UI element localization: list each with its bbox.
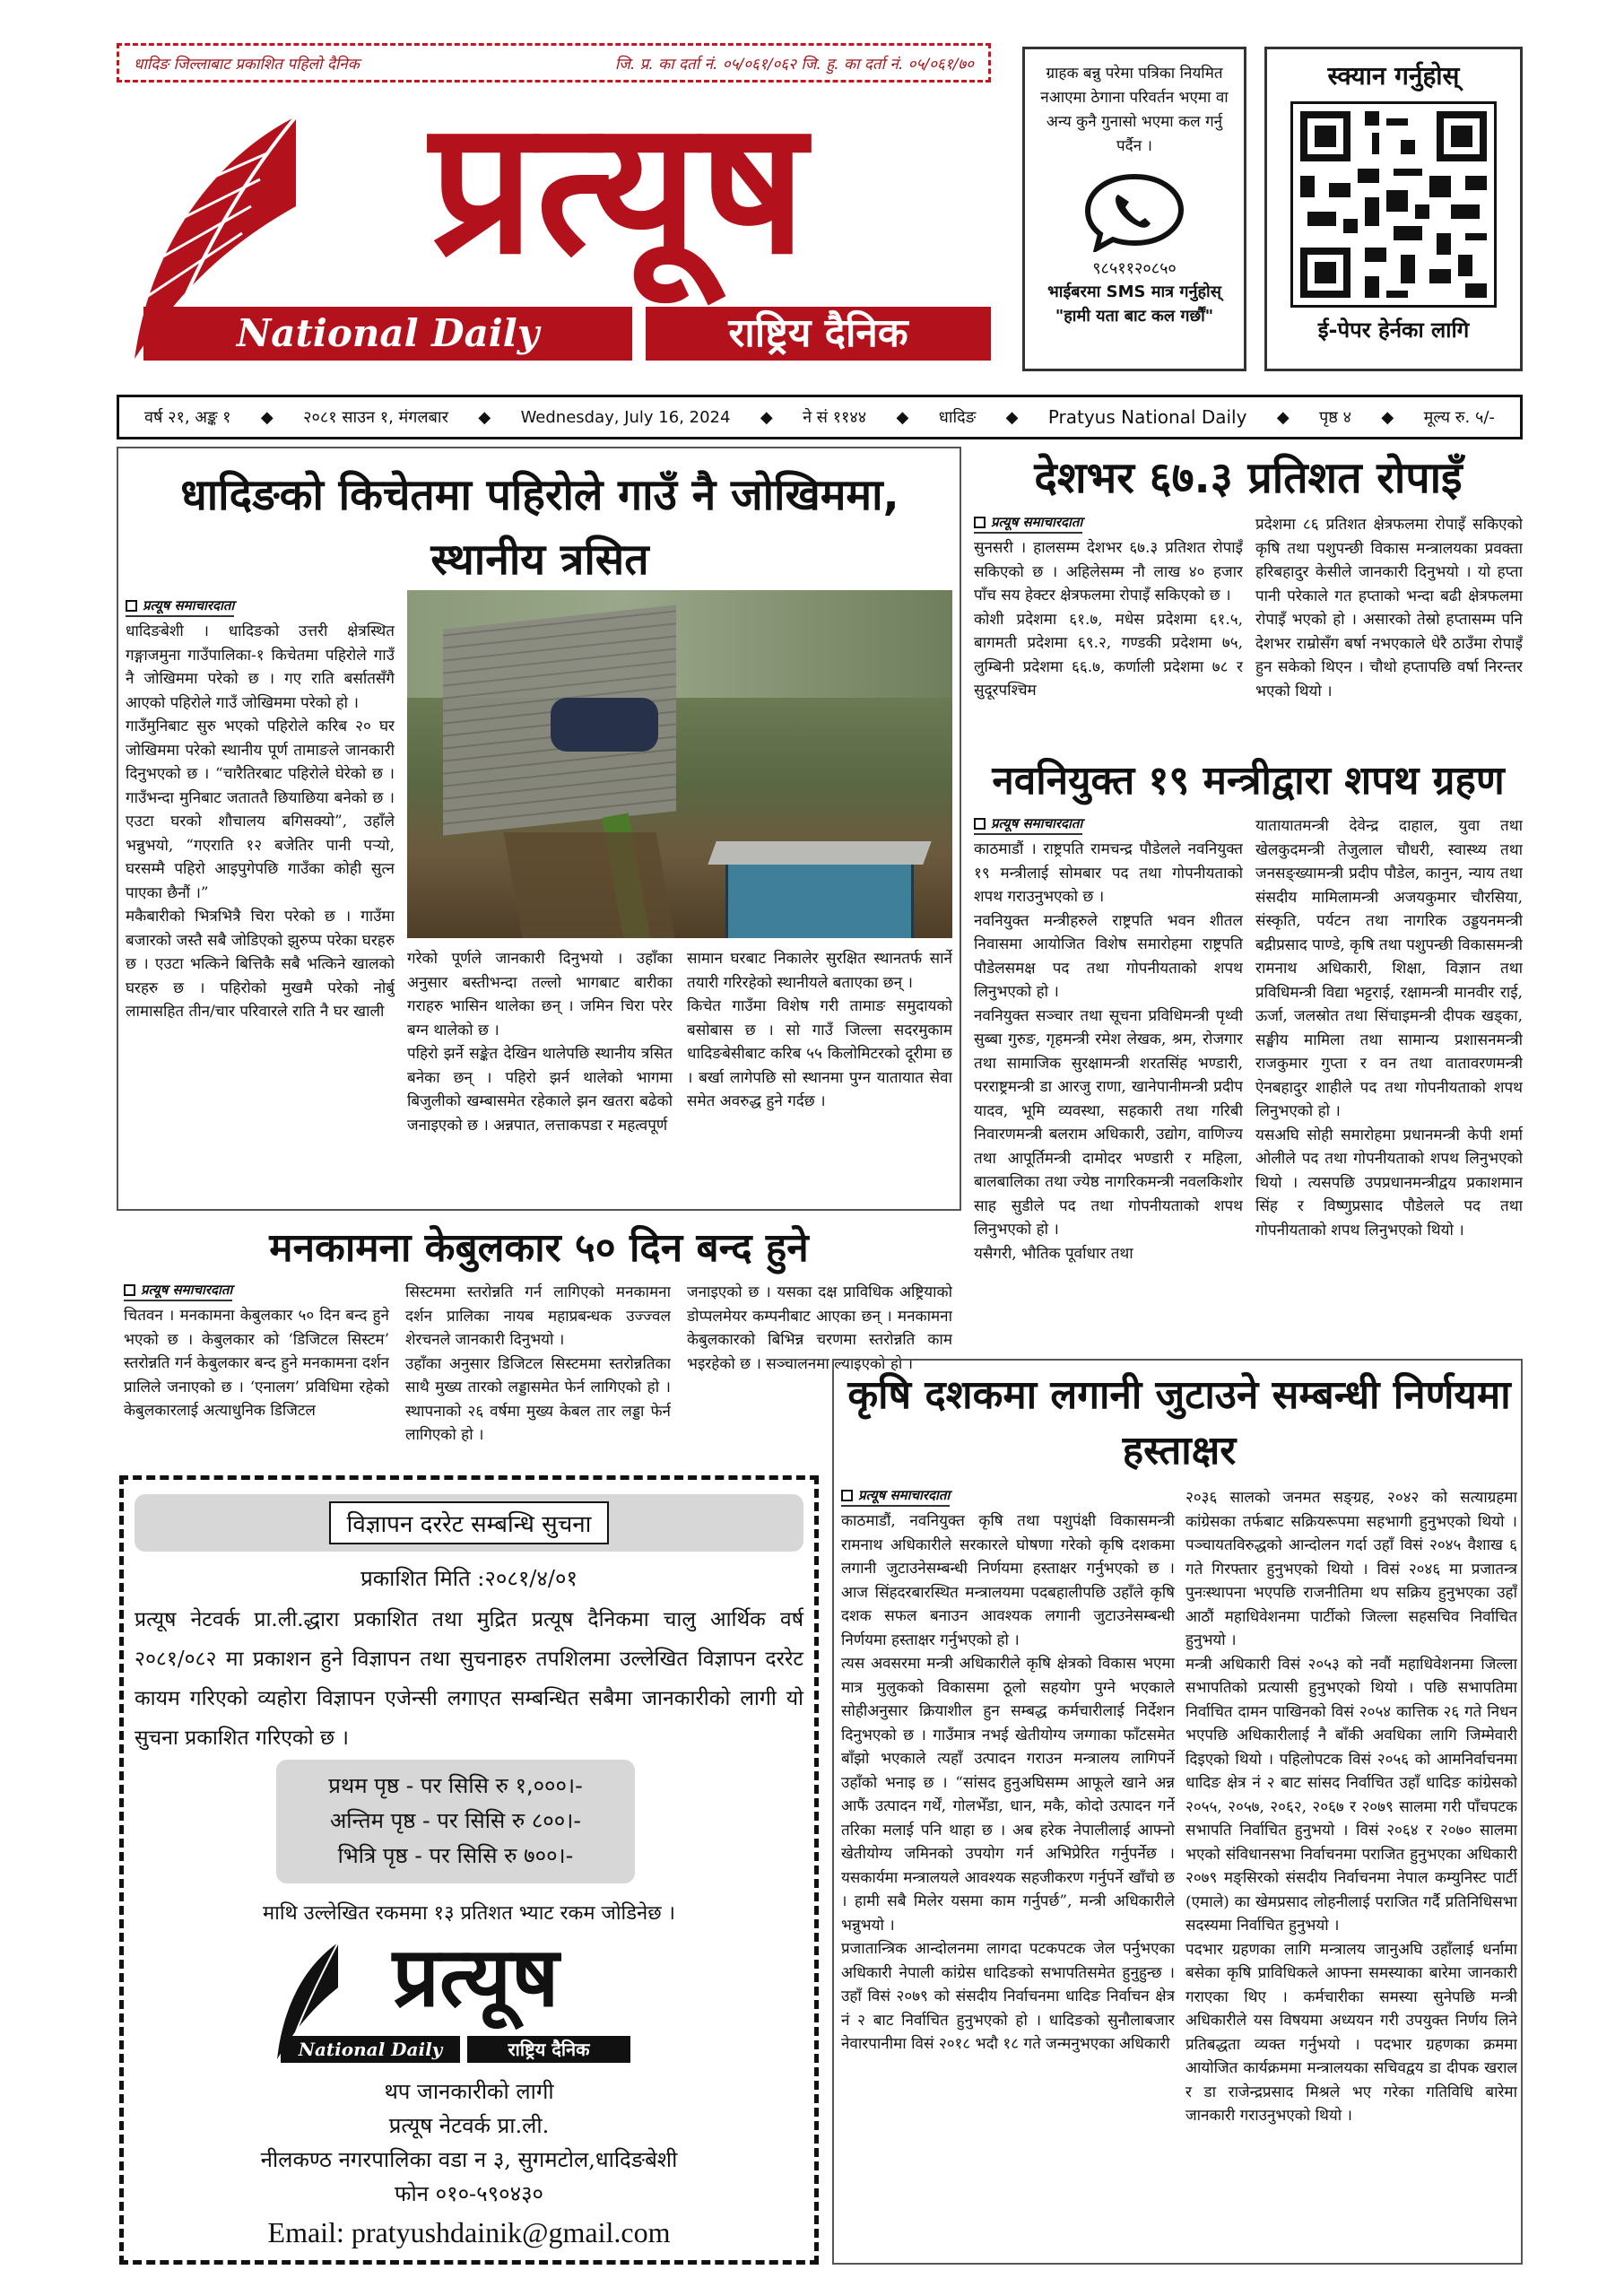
dateline-price: मूल्य रु. ५/- xyxy=(1423,408,1495,427)
notice-viber: भाईबरमा SMS मात्र गर्नुहोस् xyxy=(1047,283,1221,301)
article-ministers-oath xyxy=(974,752,1523,1354)
dateline-bullet: ◆ xyxy=(896,407,909,427)
logo-english: National Daily xyxy=(143,307,632,361)
ad-rate-front: प्रथम पृष्ठ - पर सिसि रु १,०००।- xyxy=(328,1773,583,1798)
ad-address: नीलकण्ठ नगरपालिका वडा न ३, सुगमटोल,धादिङबेशी xyxy=(260,2147,678,2172)
ad-body: प्रत्यूष नेटवर्क प्रा.ली.द्धारा प्रकाशित तथा मुद्रित प्रत्यूष दैनिकमा चालु आर्थिक वर्ष २०८१/०८२ मा प्रकाशन हुने विज्ञापन तथा सुचनाहरु तपशिलमा उल्लेखित विज्ञापन दररेट कायम गरिएको व्यहोरा विज्ञापन एजेन्सी लगाएत सम्बन्धित सबैमा जानकारीको लागी यो सुचना प्रकाशित गरिएको छ । xyxy=(135,1608,803,1750)
square-icon xyxy=(841,1490,853,1501)
byline-text: प्रत्यूष समाचारदाता xyxy=(858,1487,951,1503)
ad-title-band xyxy=(135,1494,803,1552)
qr-box xyxy=(1264,47,1523,371)
article-agriculture-col2: २०३६ सालको जनमत सङ्ग्रह, २०४२ को सत्याग्रहमा कांग्रेसका तर्फबाट सक्रियरूपमा सहभागी हुनुभएको थियो । पञ्चायतविरुद्धको आन्दोलन गर्दा उहाँ विसं २०४५ वैशाख ६ गते गिरफ्तार हुनुभएको थियो । विसं २०४६ मा प्रजातन्त्र पुनःस्थापना भएपछि राजनीतिमा थप सक्रिय हुनुभएका उहाँ आठौं महाधिवेशनमा पार्टीको जिल्ला सहसचिव निर्वाचित हुनुभयो । मन्त्री अधिकारी विसं २०५३ को नवौं महाधिवेशनमा जिल्ला सभापतिको प्रत्यासी हुनुभएको थियो । पछि सभापतिमा निर्वाचित दामन पाखिनको विसं २०५४ कात्तिक २६ गते निधन भएपछि अधिकारीलाई नै बाँकी अवधिका लागि जिम्मेवारी दिइएको थियो । पहिलोपटक विसं २०५६ को आमनिर्वाचनमा धादिङ क्षेत्र नं २ बाट सांसद निर्वाचित उहाँ धादिङ कांग्रेसको २०५५, २०५७, २०६२, २०६७ र २०७९ सालमा गरी पाँचपटक सभापति निर्वाचित हुनुभयो । विसं २०६४ र २०७० सालमा भएको संविधानसभा निर्वाचनमा पराजित हुनुभएका अधिकारी २०७९ मङ्सिरको संसदीय निर्वाचनमा नेपाल कम्युनिस्ट पार्टी (एमाले) का खेमप्रसाद लोहनीलाई पराजित गर्दै प्रतिनिधिसभा सदस्यमा निर्वाचित हुनुभयो । पदभार ग्रहणका लागि मन्त्रालय जानुअघि उहाँलाई धर्नामा बसेका कृषि प्राविधिकले आफ्ना समस्याका बारेमा जानकारी गराएका थिए । कर्मचारीका समस्या सुनेपछि मन्त्री अधिकारीले यस विषयमा अध्ययन गरी उपयुक्त निर्णय लिने प्रतिबद्धता व्यक्त गर्नुभयो । पदभार ग्रहणका क्रममा आयोजित कार्यक्रममा मन्त्रालयका सचिवद्वय डा दीपक खराल र डा राजेन्द्रप्रसाद मिश्रले भए गरेका गतिविधि बारेमा जानकारी गराउनुभएको थियो । xyxy=(1185,1489,1517,2125)
masthead-strip xyxy=(117,43,991,83)
masthead-tagline: धादिङ जिल्लाबाट प्रकाशित पहिलो दैनिक xyxy=(134,55,360,74)
dateline-english-date: Wednesday, July 16, 2024 xyxy=(520,407,731,427)
ad-rate-back: अन्तिम पृष्ठ - पर सिसि रु ८००।- xyxy=(329,1808,582,1833)
square-icon xyxy=(124,1284,135,1296)
qr-code-icon xyxy=(1293,104,1494,305)
article-cablecar-col1: चितवन । मनकामना केबुलकार ५० दिन बन्द हुने भएको छ । केबुलकार को ‘डिजिटल सिस्टम’ स्तरोन्नति गर्न केबुलकार बन्द हुने मनकामना दर्शन प्रालिले जनाएको छ । ‘एनालग’ प्रविधिमा रहेको केबुलकारलाई अत्याधुनिक डिजिटल xyxy=(124,1307,389,1420)
article-agriculture-col1: काठमाडौं, नवनियुक्त कृषि तथा पशुपंक्षी विकासमन्त्री रामनाथ अधिकारीले सरकारले घोषणा गरेको कृषि दशकमा लगानी जुटाउनेसम्बन्धी निर्णयमा हस्ताक्षर गर्नुभएको छ । आज सिंहदरबारस्थित मन्त्रालयमा पदबहालीपछि उहाँले कृषि दशक सफल बनाउन आवश्यक लगानी जुटाउनेसम्बन्धी निर्णयमा हस्ताक्षर गर्नुभएको हो । त्यस अवसरमा मन्त्री अधिकारीले कृषि क्षेत्रको विकास भएमा मात्र मुलुकको विकासमा ठूलो सहयोग पुग्ने भएकाले सोहीअनुसार क्रियाशील हुन सम्बद्ध कर्मचारीलाई निर्देशन दिनुभएको छ । गाउँमात्र नभई खेतीयोग्य जग्गाका फाँटसमेत बाँझो भएकाले त्यहाँ उत्पादन गराउन मन्त्रालय लागिपर्ने उहाँको भनाइ छ । “सांसद हुनुअघिसम्म आफूले खाने अन्न आफैं उत्पादन गर्थें, गोलभेँडा, धान, मकै, कोदो उत्पादन गर्ने तरिका मलाई पनि थाहा छ । अब हरेक नेपालीलाई आफ्नो खेतीयोग्य जमिनको उपयोग गर्न अभिप्रेरित गर्नुपर्नेछ । यसकार्यमा मन्त्रालयले आवश्यक सहजीकरण गर्नुपर्ने खाँचो छ । हामी सबै मिलेर यसमा काम गर्नुपर्छ”, मन्त्री अधिकारीले भन्नुभयो । प्रजातान्त्रिक आन्दोलनमा लागदा पटकपटक जेल पर्नुभएका अधिकारी नेपाली कांग्रेस धादिङको सभापतिसमेत हुनुहुन्छ । उहाँ विसं २०७९ को संसदीय निर्वाचनमा धादिङ निर्वाचन क्षेत्र नं २ बाट निर्वाचित हुनुभएको हो । धादिङको सुनौलाबजार नेवारपानीमा विसं २०१८ भदौ १८ गते जन्मनुभएका अधिकारी xyxy=(841,1512,1175,2053)
masthead-registration: जि. प्र. का दर्ता नं. ०५/०६१/०६२ जि. हु. का दर्ता नं. ०५/०६१/७० xyxy=(614,55,974,74)
dateline-bullet: ◆ xyxy=(1381,407,1394,427)
landslide-photo xyxy=(407,590,952,938)
dateline-place: धादिङ xyxy=(938,408,977,427)
byline xyxy=(841,1486,950,1507)
byline-text: प्रत्यूष समाचारदाता xyxy=(991,815,1083,831)
subscriber-notice-box xyxy=(1022,47,1246,371)
masthead-logo xyxy=(117,82,991,368)
article-plantation-headline[interactable]: देशभर ६७.३ प्रतिशत रोपाइँ xyxy=(1034,453,1463,503)
ad-rate-notice xyxy=(119,1475,819,2265)
qr-title: स्क्यान गर्नुहोस् xyxy=(1327,61,1460,91)
logo-main: प्रत्यूष xyxy=(430,82,808,295)
ad-vat-note: माथि उल्लेखित रकममा १३ प्रतिशत भ्याट रकम जोडिनेछ । xyxy=(263,1902,675,1925)
article-landslide-col1: धादिङबेशी । धादिङको उत्तरी क्षेत्रस्थित गङ्गाजमुना गाउँपालिका-१ किचेतमा पहिरोले गाउँ नै जोखिममा परेको छ । गए राति बर्सातसँगै आएको पहिरोले गाउँ जोखिममा परेको हो । गाउँमुनिबाट सुरु भएको पहिरोले करिब २० घर जोखिममा परेको स्थानीय पूर्ण तामाङले जानकारी दिनुभएको छ । “चारैतिरबाट पहिरोले घेरेको छ । गाउँभन्दा मुनिबाट जताततै छियाछिया बनेको छ । एउटा घरको शौचालय बगिसक्यो”, उहाँले भन्नुभयो, “गएराति १२ बजेतिर पानी पऱ्यो, घरसम्मै पहिरो आइपुगेपछि गाउँका कोही सुत्न पाएका छैनौं ।” मकैबारीको भित्रभित्रै चिरा परेको छ । गाउँमा बजारको जस्तै सबै जोडिएको झुरुप्प परेका घरहरु छ । एउटा भत्किने बित्तिकै सबै भत्किने खालको घरहरु छ । पहिरोको मुखमै परेको नोर्बु लामासहित तीन/चार परिवारले राति नै घर खाली xyxy=(126,622,395,1021)
article-landslide-col3: सामान घरबाट निकालेर सुरक्षित स्थानतर्फ सार्ने तयारी गरिरहेको स्थानीयले बताएका छन् । किचेत गाउँमा विशेष गरी तामाङ समुदायको बसोबास छ । सो गाउँ जिल्ला सदरमुकाम धादिङबेसीबाट करिब ५५ किलोमिटरको दूरीमा छ । बर्खा लागेपछि सो स्थानमा पुग्न यातायात सेवा समेत अवरुद्ध हुने गर्दछ । xyxy=(687,950,952,1110)
ad-rates-box xyxy=(276,1760,635,1883)
article-cablecar-col3: जनाइएको छ । यसका दक्ष प्राविधिक अष्ट्रियाको डोप्पलमेयर कम्पनीबाट आएका छन् । मनकामना केबुलकारको बिभिन्न चरणमा स्तरोन्नति काम भइरहेको छ । सञ्चालनमा ल्याइएको हो । xyxy=(687,1283,952,1373)
article-cablecar-col2: सिस्टममा स्तरोन्नति गर्न लागिएको मनकामना दर्शन प्रालिका नायब महाप्रबन्धक उज्ज्वल शेरचनले जानकारी दिनुभयो । उहाँका अनुसार डिजिटल सिस्टममा स्तरोन्नतिका साथै मुख्य तारको लड्डासमेत फेर्न लागिएको हो । स्थापनाको २६ वर्षमा मुख्य केबल तार लड्डा फेर्न लागिएको हो । xyxy=(405,1283,671,1444)
phone-icon xyxy=(1081,171,1188,252)
dateline-nepali-date: २०८१ साउन १, मंगलबार xyxy=(303,408,448,427)
dateline-paper-name: Pratyus National Daily xyxy=(1047,406,1247,428)
article-ministers-oath-headline[interactable]: नवनियुक्त १९ मन्त्रीद्वारा शपथ ग्रहण xyxy=(992,758,1505,804)
ad-published-date: प्रकाशित मिति :२०८१/४/०१ xyxy=(360,1566,578,1591)
byline-text: प्रत्यूष समाचारदाता xyxy=(141,1282,233,1298)
ad-phone[interactable]: फोन ०१०-५९०४३० xyxy=(394,2181,544,2206)
ad-title: विज्ञापन दररेट सम्बन्धि सुचना xyxy=(329,1501,610,1544)
article-cablecar-headline[interactable]: मनकामना केबुलकार ५० दिन बन्द हुने xyxy=(269,1225,809,1271)
square-icon xyxy=(974,517,986,528)
article-agriculture-headline[interactable]: कृषि दशकमा लगानी जुटाउने सम्बन्धी निर्णयमा हस्ताक्षर xyxy=(847,1372,1511,1474)
article-ministers-oath-col1: काठमाडौं । राष्ट्रपति रामचन्द्र पौडेलले नवनियुक्त १९ मन्त्रीलाई सोमबार पद तथा गोपनीयताको शपथ गराउनुभएको छ । नवनियुक्त मन्त्रीहरुले राष्ट्रपति भवन शीतल निवासमा आयोजित विशेष समारोहमा राष्ट्रपति पौडेलसमक्ष पद तथा गोपनीयताको शपथ लिनुभएको हो । नवनियुक्त सञ्चार तथा सूचना प्रविधिमन्त्री पृथ्वी सुब्बा गुरुङ, गृहमन्त्री रमेश लेखक, श्रम, रोजगार तथा सामाजिक सुरक्षामन्त्री शरतसिंह भण्डारी, परराष्ट्रमन्त्री डा आरजु राणा, खानेपानीमन्त्री प्रदीप यादव, भूमि व्यवस्था, सहकारी तथा गरिबी निवारणमन्त्री बलराम अधिकारी, उद्योग, वाणिज्य तथा आपूर्तिमन्त्री दामोदर भण्डारी र महिला, बालबालिका तथा ज्येष्ठ नागरिकमन्त्री नवलकिशोर साह सुडीले पद तथा गोपनीयताको शपथ लिनुभएको हो । यसैगरी, भौतिक पूर्वाधार तथा xyxy=(974,840,1243,1263)
article-landslide-headline[interactable]: धादिङको किचेतमा पहिरोले गाउँ नै जोखिममा, स्थानीय त्रसित xyxy=(180,470,899,585)
ad-logo-english: National Daily xyxy=(281,2036,460,2063)
article-plantation xyxy=(974,447,1523,752)
byline xyxy=(126,596,234,617)
ad-logo-nepali: राष्ट्रिय दैनिक xyxy=(467,2036,630,2063)
notice-quote: "हामी यता बाट कल गर्छौं" xyxy=(1055,307,1214,326)
dateline-volume: वर्ष २१, अङ्क १ xyxy=(144,408,231,427)
notice-text: ग्राहक बन्नु परेमा पत्रिका नियमित नआएमा ठेगाना परिवर्तन भएमा वा अन्य कुनै गुनासो भएमा कल गर्नु पर्दैन । xyxy=(1040,65,1229,155)
dateline-bullet: ◆ xyxy=(478,407,491,427)
byline xyxy=(974,513,1082,534)
square-icon xyxy=(974,818,986,830)
byline-text: प्रत्यूष समाचारदाता xyxy=(143,597,235,613)
ad-company: प्रत्यूष नेटवर्क प्रा.ली. xyxy=(388,2113,550,2138)
logo-nepali: राष्ट्रिय दैनिक xyxy=(646,307,991,361)
article-plantation-col1: सुनसरी । हालसम्म देशभर ६७.३ प्रतिशत रोपाइँ सकिएको छ । अहिलेसम्म नौ लाख ४० हजार पाँच सय हेक्टर क्षेत्रफलमा रोपाइँ सकिएको छ । कोशी प्रदेशमा ६१.७, मधेस प्रदेशमा ६१.५, बागमती प्रदेशमा ६९.२, गण्डकी प्रदेशमा ७५, लुम्बिनी प्रदेशमा ६६.७, कर्णाली प्रदेशमा ७८ र सुदूरपश्चिम xyxy=(974,539,1243,700)
dateline-bullet: ◆ xyxy=(260,407,274,427)
ad-logo-main: प्रत्यूष xyxy=(392,1929,560,2025)
byline xyxy=(974,814,1082,835)
ad-email[interactable]: Email: pratyushdainik@gmail.com xyxy=(267,2216,671,2248)
byline xyxy=(124,1281,232,1301)
dateline-bullet: ◆ xyxy=(760,407,773,427)
article-ministers-oath-col2: यातायातमन्त्री देवेन्द्र दाहाल, युवा तथा खेलकुदमन्त्री तेजुलाल चौधरी, स्वास्थ्य तथा जनसङ्ख्यामन्त्री प्रदीप पौडेल, कानुन, न्याय तथा संसदीय मामिलामन्त्री अजयकुमार चौरसिया, संस्कृति, पर्यटन तथा नागरिक उड्डयनमन्त्री बद्रीप्रसाद पाण्डे, कृषि तथा पशुपन्छी विकासमन्त्री रामनाथ अधिकारी, शिक्षा, विज्ञान तथा प्रविधिमन्त्री विद्या भट्टराई, रक्षामन्त्री मानवीर राई, ऊर्जा, जलस्रोत तथा सिंचाइमन्त्री दीपक खड्का, सङ्घीय मामिला तथा सामान्य प्रशासनमन्त्री राजकुमार गुप्ता र वन तथा वातावरणमन्त्री ऐनबहादुर शाहीले पद तथा गोपनीयताको शपथ लिनुभएको हो । यसअघि सोही समारोहमा प्रधानमन्त्री केपी शर्मा ओलीले पद तथा गोपनीयताको शपथ लिनुभएको थियो । त्यसपछि उपप्रधानमन्त्रीद्वय प्रकाशमान सिंह र विष्णुप्रसाद पौडेलले पद तथा गोपनीयताको शपथ लिनुभएको थियो । xyxy=(1255,817,1523,1239)
qr-code[interactable] xyxy=(1290,101,1497,308)
ad-rate-inner: भित्रि पृष्ठ - पर सिसि रु ७००।- xyxy=(337,1843,574,1868)
square-icon xyxy=(126,600,137,612)
dateline-bar xyxy=(117,395,1523,439)
article-landslide xyxy=(117,447,961,1211)
qr-caption: ई-पेपर हेर्नका लागि xyxy=(1317,317,1470,343)
dateline-pages: पृष्ठ ४ xyxy=(1319,408,1351,427)
ad-contact-intro: थप जानकारीको लागी xyxy=(384,2079,554,2104)
article-agriculture xyxy=(832,1359,1523,2265)
dateline-bullet: ◆ xyxy=(1276,407,1290,427)
masthead xyxy=(117,43,995,379)
article-plantation-col2: प्रदेशमा ८६ प्रतिशत क्षेत्रफलमा रोपाइँ सकिएको कृषि तथा पशुपन्छी विकास मन्त्रालयका प्रवक्ता हरिबहादुर केसीले जानकारी दिनुभयो । यो हप्ता पानी परेकाले गत हप्ताको भन्दा बढी क्षेत्रफलमा रोपाइँ भएको हो । असारको तेस्रो हप्तासम्म पनि देशभर राम्रोसँग बर्षा नभएकाले धेरै ठाउँमा रोपाइँ हुन सकेको थिएन । चौथो हप्तापछि वर्षा निरन्तर भएको थियो । xyxy=(1255,516,1523,700)
article-landslide-col2: गरेको पूर्णले जानकारी दिनुभयो । उहाँका अनुसार बस्तीभन्दा तल्लो भागबाट बारीका गराहरु भासिन थालेका छन् । जमिन चिरा परेर बग्न थालेको छ । पहिरो झर्ने सङ्केत देखिन थालेपछि स्थानीय त्रसित बनेका छन् । पहिरो झर्न थालेको भागमा बिजुलीको खम्बासमेत रहेकाले झन खतरा बढेको जनाइएको छ । अन्नपात, लत्ताकपडा र महत्वपूर्ण xyxy=(407,950,673,1135)
ad-logo xyxy=(272,1929,630,2072)
dateline-bullet: ◆ xyxy=(1005,407,1019,427)
dateline-nepal-sambat: ने सं ११४४ xyxy=(803,408,867,427)
notice-phone[interactable]: ९८५११२०८५० xyxy=(1092,259,1177,278)
byline-text: प्रत्यूष समाचारदाता xyxy=(991,514,1083,530)
